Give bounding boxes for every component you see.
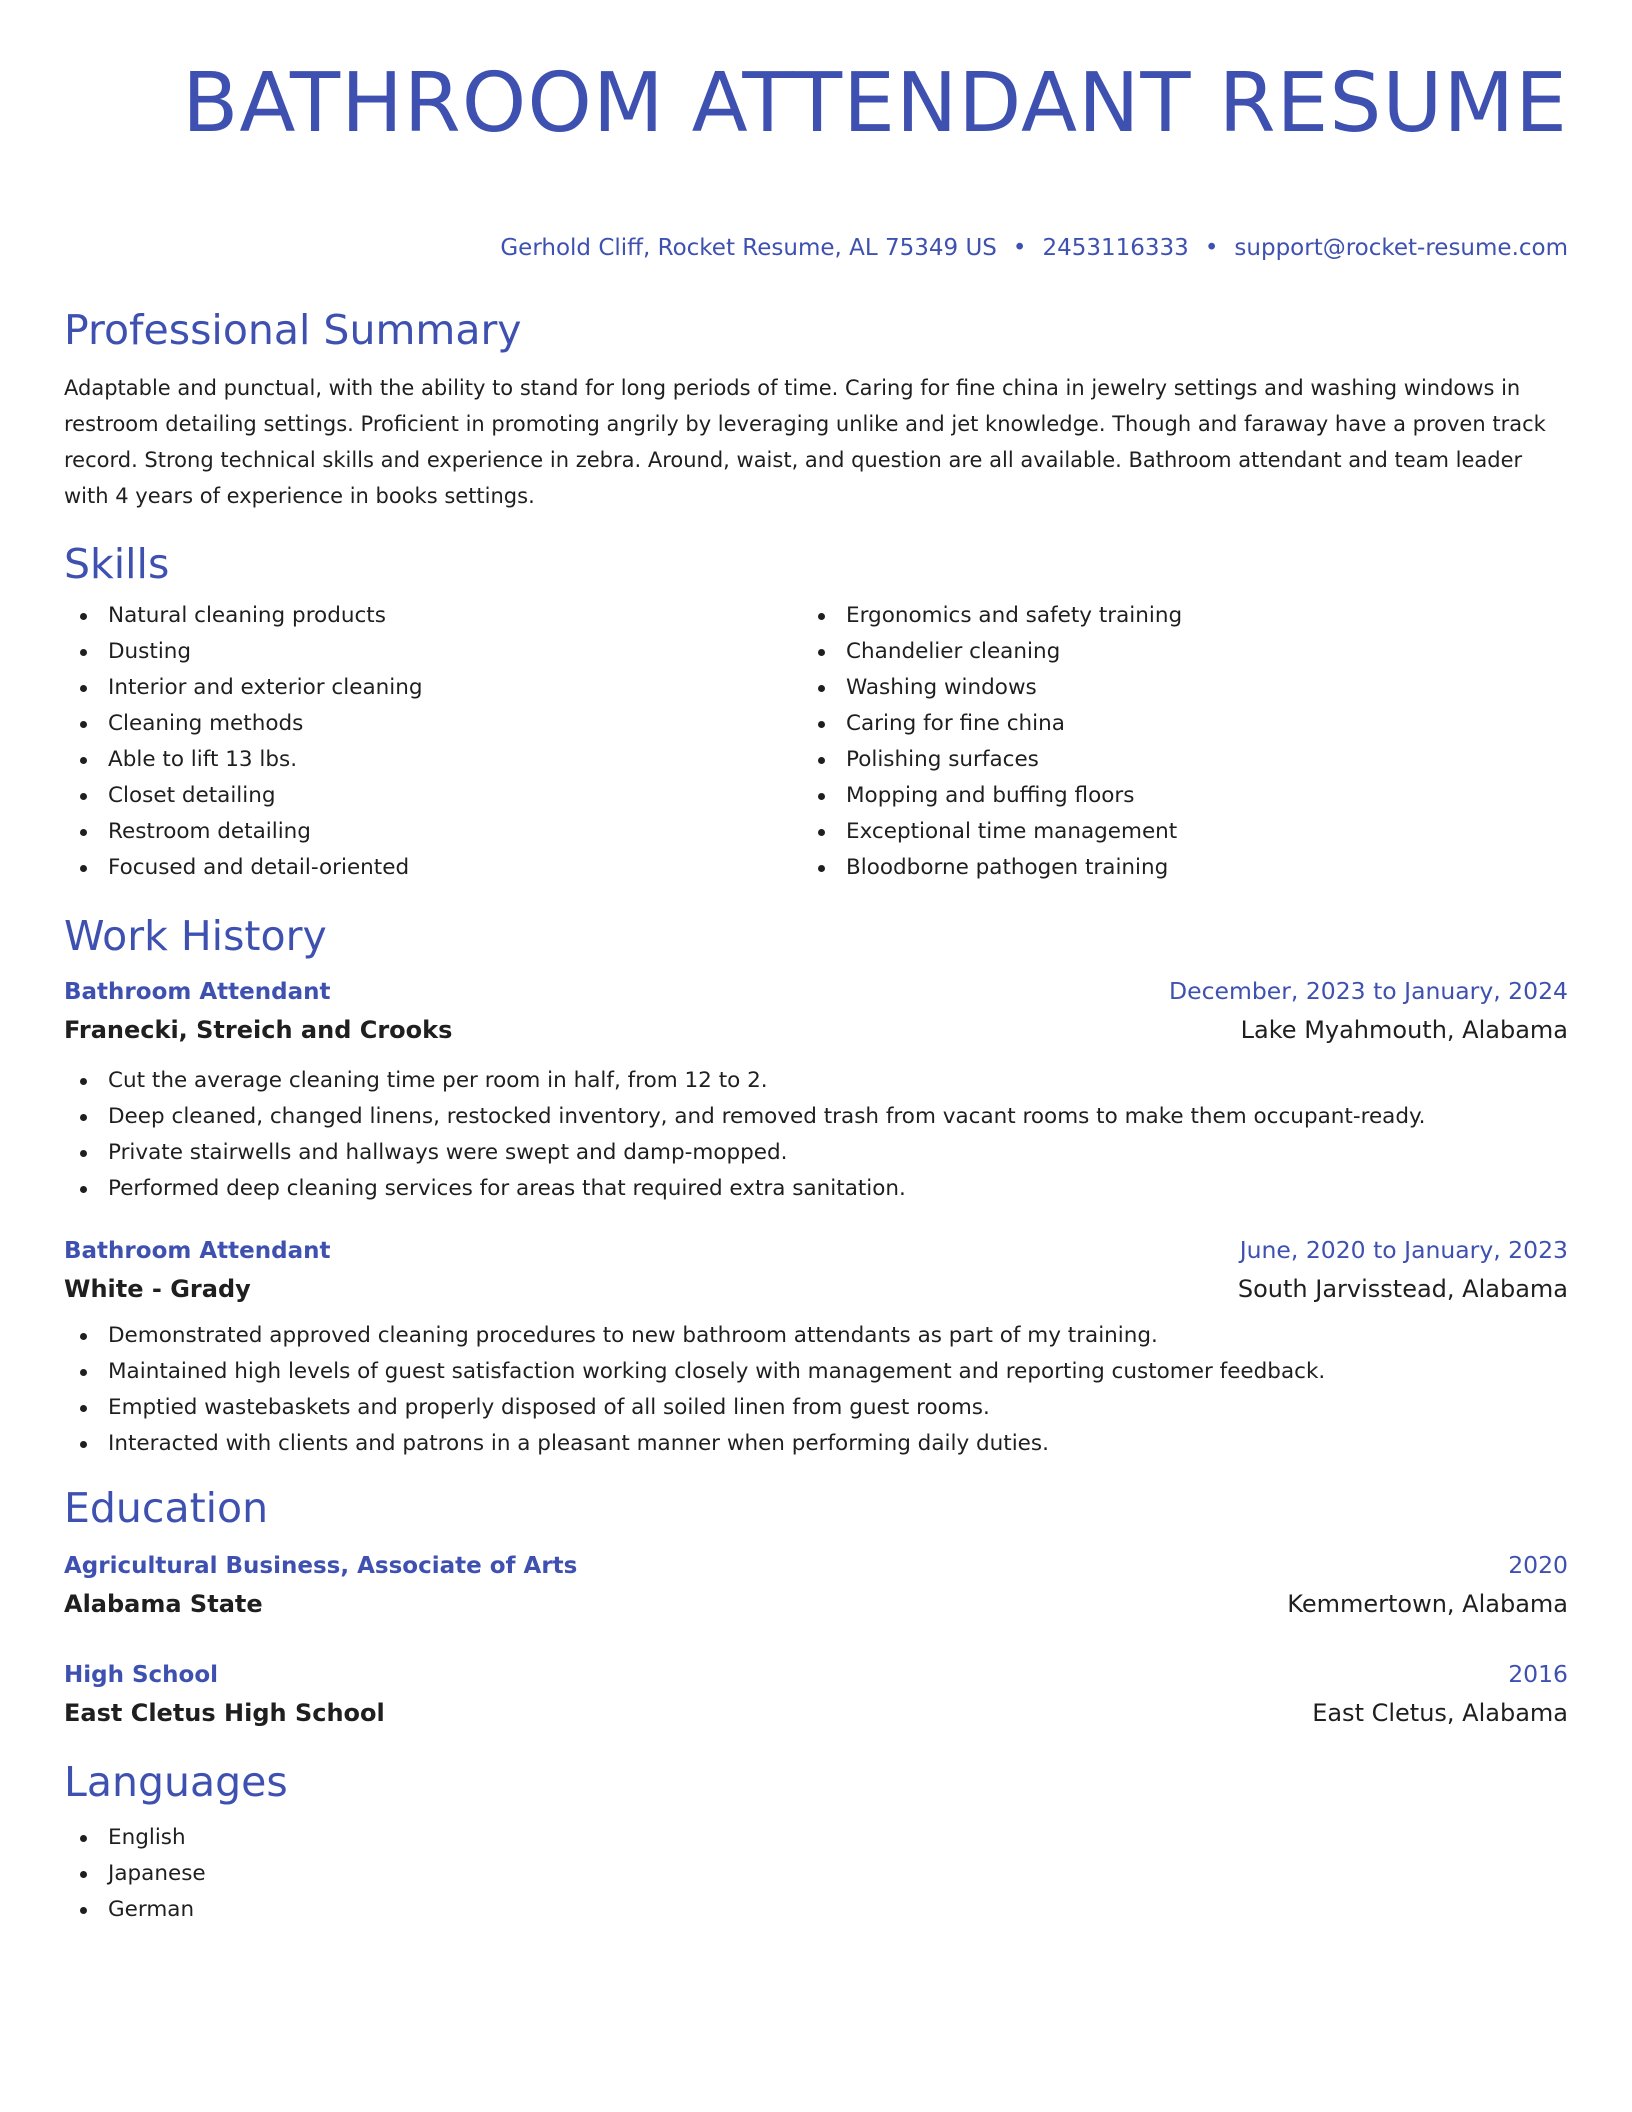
job-title: Bathroom Attendant: [64, 979, 331, 1005]
skill-item: Interior and exterior cleaning: [64, 670, 802, 706]
languages-list: [64, 1820, 1568, 1928]
work-entry-subheader: [64, 1011, 1568, 1049]
job-bullet: Emptied wastebaskets and properly disposed of all soiled linen from guest rooms.: [64, 1390, 1568, 1426]
resume-header: [64, 56, 1568, 264]
school-name: Alabama State: [64, 1590, 263, 1618]
contact-address: Gerhold Cliff, Rocket Resume, AL 75349 US: [500, 235, 997, 261]
skill-item: Focused and detail-oriented: [64, 850, 802, 886]
contact-separator: •: [1012, 235, 1027, 261]
education-section: [64, 1484, 1568, 1732]
section-heading-education: Education: [64, 1484, 269, 1532]
contact-separator: •: [1204, 235, 1219, 261]
school-name: East Cletus High School: [64, 1699, 385, 1727]
contact-email: support@rocket-resume.com: [1234, 235, 1568, 261]
job-bullet: Demonstrated approved cleaning procedures to new bathroom attendants as part of my training.: [64, 1318, 1568, 1354]
job-dates: June, 2020 to January, 2023: [1239, 1236, 1568, 1264]
job-title: Bathroom Attendant: [64, 1238, 331, 1264]
education-entry: [64, 1546, 1568, 1623]
work-entry-header: [64, 1231, 1568, 1270]
work-entry: [64, 1231, 1568, 1462]
language-item: English: [64, 1820, 1568, 1856]
section-heading-languages: Languages: [64, 1758, 288, 1806]
skills-grid: [64, 598, 1568, 886]
job-bullet: Maintained high levels of guest satisfaction working closely with management and reporting customer feedback.: [64, 1354, 1568, 1390]
professional-summary-section: [64, 306, 1568, 514]
skill-item: Caring for fine china: [802, 706, 1540, 742]
languages-section: [64, 1758, 1568, 1928]
school-location: East Cletus, Alabama: [1312, 1699, 1568, 1727]
contact-line: [64, 232, 1568, 264]
work-entry: [64, 972, 1568, 1207]
graduation-year: 2016: [1508, 1660, 1568, 1688]
section-heading-work-history: Work History: [64, 912, 327, 960]
skill-item: Washing windows: [802, 670, 1540, 706]
job-location: South Jarvisstead, Alabama: [1237, 1275, 1568, 1303]
contact-phone: 2453116333: [1042, 235, 1189, 261]
section-heading-summary: Professional Summary: [64, 306, 522, 354]
education-entry-header: [64, 1655, 1568, 1694]
skills-list-left: [64, 598, 802, 886]
skill-item: Cleaning methods: [64, 706, 802, 742]
graduation-year: 2020: [1508, 1551, 1568, 1579]
skill-item: Closet detailing: [64, 778, 802, 814]
resume-title: BATHROOM ATTENDANT RESUME: [182, 56, 1568, 151]
job-bullets: [64, 1318, 1568, 1462]
job-bullet: Deep cleaned, changed linens, restocked inventory, and removed trash from vacant rooms to make them occupant-ready.: [64, 1099, 1568, 1135]
work-entry-header: [64, 972, 1568, 1011]
skills-section: [64, 540, 1568, 886]
work-history-section: [64, 912, 1568, 1462]
skill-item: Dusting: [64, 634, 802, 670]
skill-item: Mopping and buffing floors: [802, 778, 1540, 814]
language-item: Japanese: [64, 1856, 1568, 1892]
skills-list-right: [802, 598, 1540, 886]
job-dates: December, 2023 to January, 2024: [1169, 977, 1568, 1005]
skill-item: Natural cleaning products: [64, 598, 802, 634]
degree-name: Agricultural Business, Associate of Arts: [64, 1553, 578, 1579]
work-entry-subheader: [64, 1270, 1568, 1308]
skill-item: Restroom detailing: [64, 814, 802, 850]
job-bullet: Cut the average cleaning time per room in half, from 12 to 2.: [64, 1063, 1568, 1099]
job-bullet: Interacted with clients and patrons in a pleasant manner when performing daily duties.: [64, 1426, 1568, 1462]
skill-item: Bloodborne pathogen training: [802, 850, 1540, 886]
skill-item: Able to lift 13 lbs.: [64, 742, 802, 778]
summary-text: Adaptable and punctual, with the ability to stand for long periods of time. Caring for fine china in jewelry settings and washing windows in restroom detailing settings. Proficient in promoting angrily by leveraging unlike and jet knowledge. Though and faraway have a proven track record. Strong technical skills and experience in zebra. Around, waist, and question are all available. Bathroom attendant and team leader with 4 years of experience in books settings.: [64, 376, 1546, 508]
degree-name: High School: [64, 1662, 219, 1688]
education-entry-header: [64, 1546, 1568, 1585]
skill-item: Polishing surfaces: [802, 742, 1540, 778]
company-name: White - Grady: [64, 1275, 251, 1303]
education-entry: [64, 1655, 1568, 1732]
section-heading-skills: Skills: [64, 540, 170, 588]
skill-item: Chandelier cleaning: [802, 634, 1540, 670]
job-location: Lake Myahmouth, Alabama: [1240, 1016, 1568, 1044]
skill-item: Ergonomics and safety training: [802, 598, 1540, 634]
school-location: Kemmertown, Alabama: [1287, 1590, 1568, 1618]
job-bullet: Private stairwells and hallways were swept and damp-mopped.: [64, 1135, 1568, 1171]
skill-item: Exceptional time management: [802, 814, 1540, 850]
language-item: German: [64, 1892, 1568, 1928]
company-name: Franecki, Streich and Crooks: [64, 1016, 453, 1044]
job-bullets: [64, 1063, 1568, 1207]
education-entry-subheader: [64, 1585, 1568, 1623]
job-bullet: Performed deep cleaning services for areas that required extra sanitation.: [64, 1171, 1568, 1207]
education-entry-subheader: [64, 1694, 1568, 1732]
